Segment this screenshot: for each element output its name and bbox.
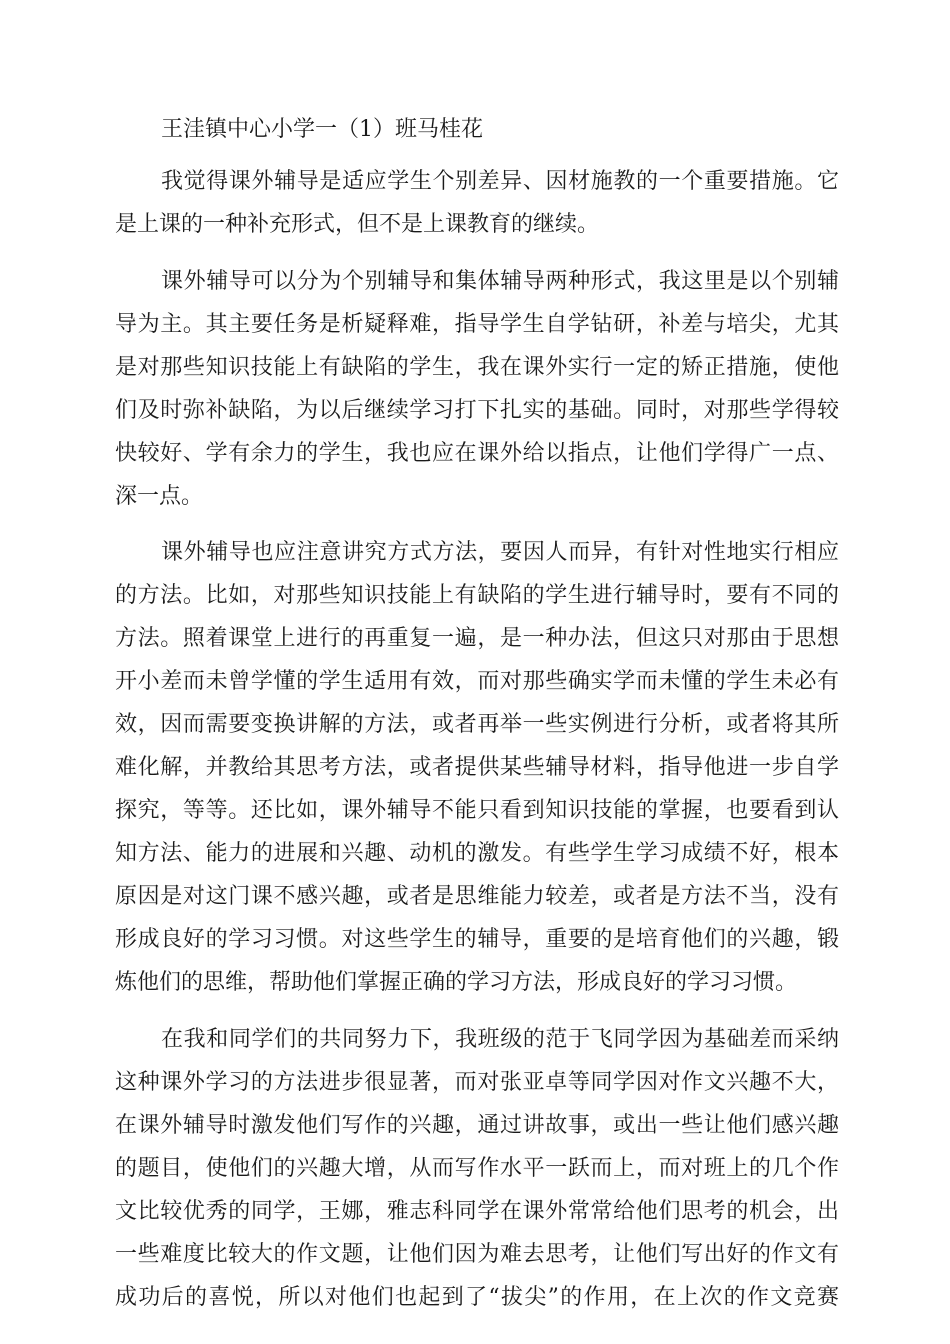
paragraph-4-line-2: 这种课外学习的方法进步很显著，而对张亚卓等同学因对作文兴趣不大，: [115, 1070, 839, 1095]
paragraph-3-line-4: 开小差而未曾学懂的学生适用有效，而对那些确实学而未懂的学生未必有: [115, 669, 839, 694]
paragraph-3-line-6: 难化解，并教给其思考方法，或者提供某些辅导材料，指导他进一步自学: [115, 755, 839, 780]
paragraph-2-line-5: 快较好、学有余力的学生，我也应在课外给以指点，让他们学得广一点、: [115, 441, 839, 466]
paragraph-3-line-3: 方法。照着课堂上进行的再重复一遍，是一种办法，但这只对那由于思想: [115, 626, 839, 651]
paragraph-4-line-4: 的题目，使他们的兴趣大增，从而写作水平一跃而上，而对班上的几个作: [115, 1156, 839, 1181]
paragraph-3-line-5: 效，因而需要变换讲解的方法，或者再举一些实例进行分析，或者将其所: [115, 712, 839, 737]
paragraph-4-line-6: 一些难度比较大的作文题，让他们因为难去思考，让他们写出好的作文有: [115, 1242, 839, 1267]
paragraph-1-line-2: 是上课的一种补充形式，但不是上课教育的继续。: [115, 212, 600, 237]
paragraph-3-line-1: 课外辅导也应注意讲究方式方法，要因人而异，有针对性地实行相应: [161, 540, 839, 565]
paragraph-2-line-6: 深一点。: [115, 484, 204, 509]
paragraph-4-line-7: 成功后的喜悦，所以对他们也起到了“拔尖”的作用，在上次的作文竞赛: [115, 1285, 839, 1310]
paragraph-3-line-11: 炼他们的思维，帮助他们掌握正确的学习方法，形成良好的学习习惯。: [115, 970, 798, 995]
paragraph-3-line-9: 原因是对这门课不感兴趣，或者是思维能力较差，或者是方法不当，没有: [115, 884, 839, 909]
paragraph-3-line-10: 形成良好的学习习惯。对这些学生的辅导，重要的是培育他们的兴趣，锻: [115, 927, 839, 952]
paragraph-2-line-2: 导为主。其主要任务是析疑释难，指导学生自学钻研，补差与培尖，尤其: [115, 312, 839, 337]
paragraph-2-line-3: 是对那些知识技能上有缺陷的学生，我在课外实行一定的矫正措施，使他: [115, 355, 839, 380]
paragraph-4-line-1: 在我和同学们的共同努力下，我班级的范于飞同学因为基础差而采纳: [161, 1027, 839, 1052]
paragraph-4-line-3: 在课外辅导时激发他们写作的兴趣，通过讲故事，或出一些让他们感兴趣: [115, 1113, 839, 1138]
paragraph-3-line-2: 的方法。比如，对那些知识技能上有缺陷的学生进行辅导时，要有不同的: [115, 583, 839, 608]
paragraph-2-line-4: 们及时弥补缺陷，为以后继续学习打下扎实的基础。同时，对那些学得较: [115, 398, 839, 423]
paragraph-1-line-1: 我觉得课外辅导是适应学生个别差异、因材施教的一个重要措施。它: [161, 169, 839, 194]
paragraph-3-line-8: 知方法、能力的进展和兴趣、动机的激发。有些学生学习成绩不好，根本: [115, 841, 839, 866]
author-line: 王洼镇中心小学一（1）班马桂花: [161, 117, 483, 142]
paragraph-3-line-7: 探究，等等。还比如，课外辅导不能只看到知识技能的掌握，也要看到认: [115, 798, 839, 823]
paragraph-4-line-5: 文比较优秀的同学，王娜，雅志科同学在课外常常给他们思考的机会，出: [115, 1199, 839, 1224]
paragraph-2-line-1: 课外辅导可以分为个别辅导和集体辅导两种形式，我这里是以个别辅: [161, 269, 839, 294]
